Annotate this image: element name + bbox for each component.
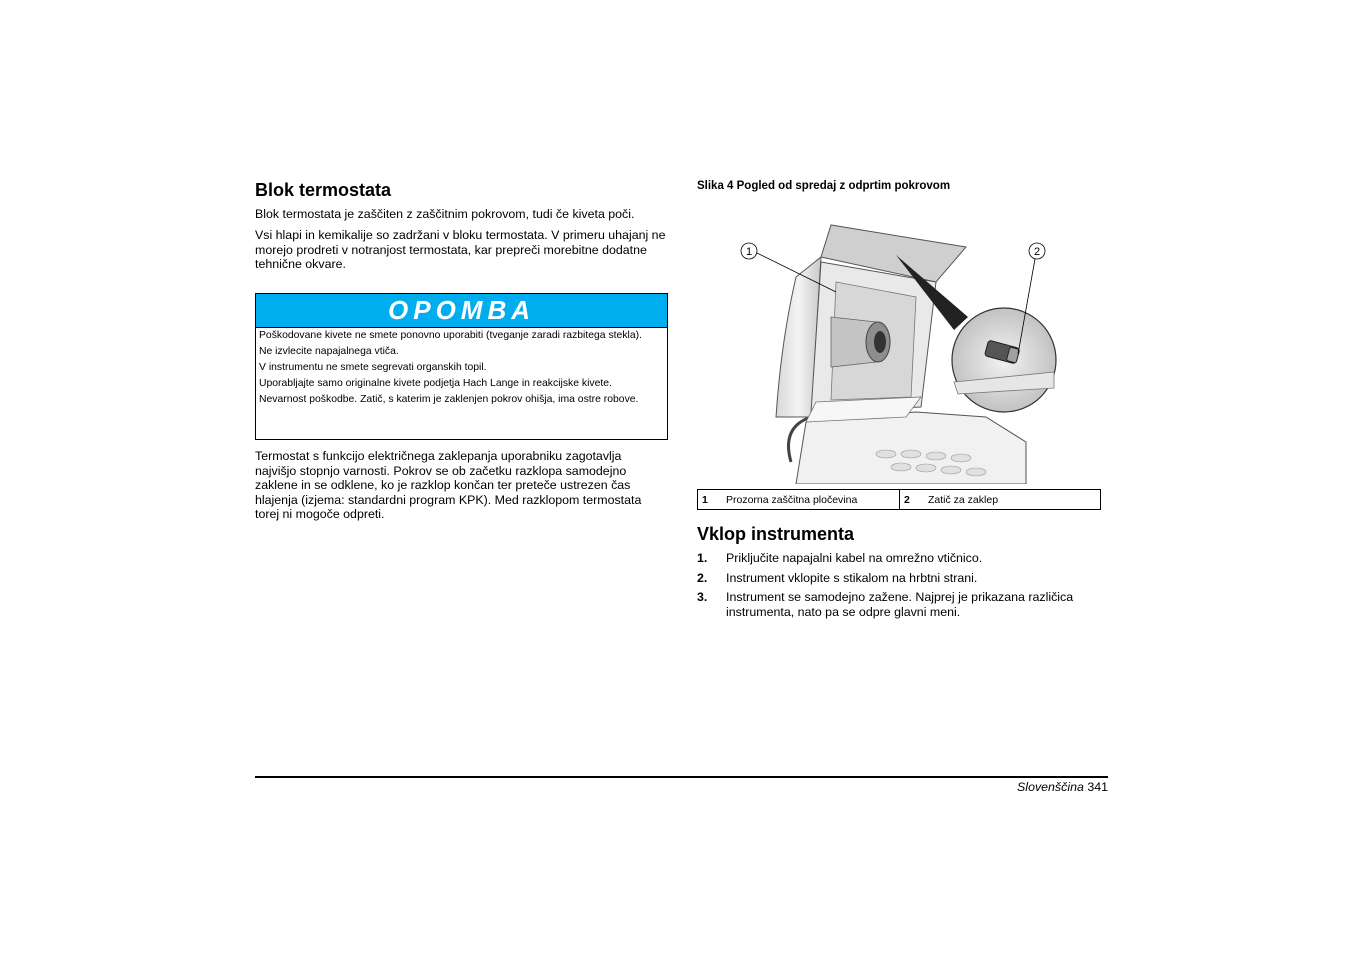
step-item — [697, 551, 1107, 566]
step-number: 3. — [697, 590, 708, 605]
section-heading-thermostat: Blok termostata — [255, 180, 392, 200]
callout-1-label: 1 — [745, 246, 753, 258]
legend-item — [899, 490, 1100, 509]
page-footer — [1017, 780, 1108, 794]
note-item: Poškodovane kivete ne smete ponovno uporabiti (tveganje zaradi razbitega stekla). — [259, 330, 642, 341]
paragraph-intro: Blok termostata je zaščiten z zaščitnim pokrovom, tudi če kiveta poči. — [255, 207, 635, 221]
note-item: Nevarnost poškodbe. Zatič, s katerim je zaklenjen pokrov ohišja, ima ostre robove. — [259, 393, 639, 405]
step-text: Instrument se samodejno zažene. Najprej je prikazana različica instrumenta, nato pa se odpre glavni meni. — [726, 590, 1074, 619]
figure-legend — [697, 489, 1101, 510]
thermostat-figure — [736, 222, 1076, 484]
footer-rule — [255, 776, 1108, 778]
legend-label: Prozorna zaščitna pločevina — [726, 493, 858, 506]
note-list — [256, 328, 667, 407]
paragraph-vapors: Vsi hlapi in kemikalije so zadržani v bloku termostata. V primeru uhajanj ne morejo prodreti v notranjost termostata, kar prepreči morebitne dodatne tehnične okvare. — [255, 228, 666, 272]
figure-caption: Slika 4 Pogled od spredaj z odprtim pokrovom — [697, 180, 951, 192]
note-box — [255, 293, 668, 440]
step-number: 1. — [697, 551, 708, 565]
step-text: Instrument vklopite s stikalom na hrbtni strani. — [726, 570, 978, 585]
legend-item — [698, 490, 899, 509]
section-heading-power-on: Vklop instrumenta — [697, 524, 855, 544]
step-list — [697, 551, 1107, 624]
step-item — [697, 571, 1107, 586]
note-item: Uporabljajte samo originalne kivete podjetja Hach Lange in reakcijske kivete. — [259, 377, 612, 389]
legend-label: Zatič za zaklep — [928, 493, 999, 506]
paragraph-locking: Termostat s funkcijo električnega zaklepanja uporabniku zagotavlja najvišjo stopnjo varnosti. Pokrov se ob začetku razklopa samodejno zaklene in se odklene, ko je razklop končan ter preteče ustrezen čas hlajenja (izjema: standardni program KPK). Med razklopom termostata torej ni mogoče odpreti. — [255, 449, 642, 522]
legend-number: 2 — [904, 493, 910, 506]
page-number: 341 — [1087, 780, 1108, 794]
callout-2-label: 2 — [1033, 246, 1041, 258]
footer-language: Slovenščina — [1017, 780, 1084, 794]
note-item: V instrumentu ne smete segrevati organskih topil. — [259, 361, 487, 373]
step-number: 2. — [697, 570, 708, 585]
legend-number: 1 — [702, 493, 708, 506]
step-text: Priključite napajalni kabel na omrežno vtičnico. — [726, 551, 983, 565]
step-item — [697, 590, 1107, 619]
note-item: Ne izvlecite napajalnega vtiča. — [259, 345, 399, 357]
note-title: OPOMBA — [256, 294, 667, 328]
